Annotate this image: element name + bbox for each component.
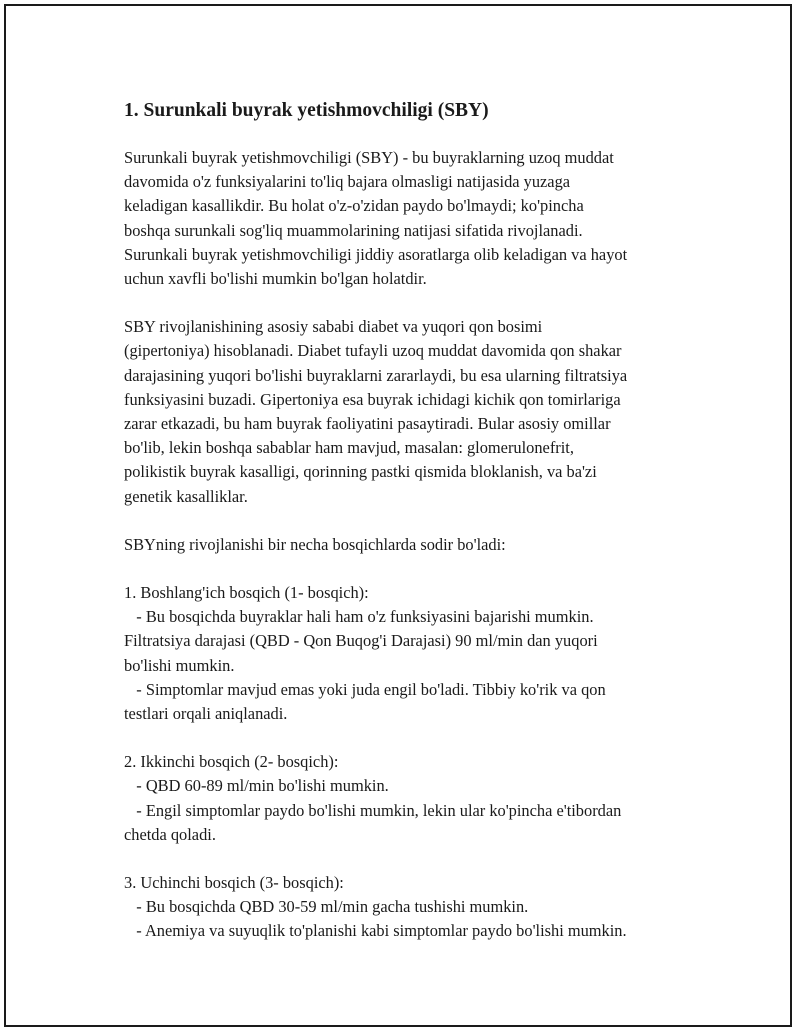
text-line: testlari orqali aniqlanadi. <box>124 704 288 724</box>
text-line: uchun xavfli bo'lishi mumkin bo'lgan holatdir. <box>124 269 427 289</box>
text-line: Surunkali buyrak yetishmovchiligi (SBY) - bu buyraklarning uzoq muddat <box>124 148 614 167</box>
text-line: - Simptomlar mavjud emas yoki juda engil bo'ladi. Tibbiy ko'rik va qon <box>124 679 606 699</box>
text-line: keladigan kasallikdir. Bu holat o'z-o'zidan paydo bo'lmaydi; ko'pincha <box>124 196 584 216</box>
text-line: bo'lishi mumkin. <box>124 655 235 675</box>
paragraph-stages-intro <box>124 533 704 557</box>
text-line: 3. Uchinchi bosqich (3- bosqich): <box>124 873 344 893</box>
paragraph-intro <box>124 146 704 291</box>
text-line: - QBD 60-89 ml/min bo'lishi mumkin. <box>124 776 389 796</box>
text-line: genetik kasalliklar. <box>124 486 248 506</box>
paragraph-stage-2 <box>124 750 704 847</box>
section-heading: 1. Surunkali buyrak yetishmovchiligi (SBY) <box>124 100 489 121</box>
paragraph-stage-1 <box>124 581 704 726</box>
paragraph-stage-3 <box>124 871 704 944</box>
text-line: Surunkali buyrak yetishmovchiligi jiddiy asoratlarga olib keladigan va hayot <box>124 244 628 264</box>
text-line: funksiyasini buzadi. Gipertoniya esa buyrak ichidagi kichik qon tomirlariga <box>124 389 621 409</box>
text-line: - Engil simptomlar paydo bo'lishi mumkin, lekin ular ko'pincha e'tibordan <box>124 800 622 820</box>
text-line: (gipertoniya) hisoblanadi. Diabet tufayli uzoq muddat davomida qon shakar <box>124 341 622 361</box>
text-line: davomida o'z funksiyalarini to'liq bajara olmasligi natijasida yuzaga <box>124 172 571 192</box>
text-line: - Bu bosqichda QBD 30-59 ml/min gacha tushishi mumkin. <box>124 897 529 917</box>
text-line: darajasining yuqori bo'lishi buyraklarni zararlaydi, bu esa ularning filtratsiya <box>124 365 628 385</box>
text-line: bo'lib, lekin boshqa sabablar ham mavjud, masalan: glomerulonefrit, <box>124 438 574 458</box>
text-line: 1. Boshlang'ich bosqich (1- bosqich): <box>124 583 369 603</box>
text-line: 2. Ikkinchi bosqich (2- bosqich): <box>124 752 339 772</box>
text-line: - Bu bosqichda buyraklar hali ham o'z funksiyasini bajarishi mumkin. <box>124 607 594 627</box>
text-line: boshqa surunkali sog'liq muammolarining natijasi sifatida rivojlanadi. <box>124 220 583 240</box>
text-line: SBYning rivojlanishi bir necha bosqichlarda sodir bo'ladi: <box>124 534 506 554</box>
text-line: zarar etkazadi, bu ham buyrak faoliyatini pasaytiradi. Bular asosiy omillar <box>124 414 611 434</box>
page-frame <box>4 4 792 1027</box>
paragraph-causes <box>124 315 704 509</box>
document-body <box>124 98 704 968</box>
text-line: polikistik buyrak kasalligi, qorinning pastki qismida bloklanish, va ba'zi <box>124 462 597 482</box>
text-line: chetda qoladi. <box>124 824 216 844</box>
text-line: Filtratsiya darajasi (QBD - Qon Buqog'i Darajasi) 90 ml/min dan yuqori <box>124 631 598 651</box>
text-line: SBY rivojlanishining asosiy sababi diabet va yuqori qon bosimi <box>124 317 543 337</box>
text-line: - Anemiya va suyuqlik to'planishi kabi simptomlar paydo bo'lishi mumkin. <box>124 921 627 941</box>
